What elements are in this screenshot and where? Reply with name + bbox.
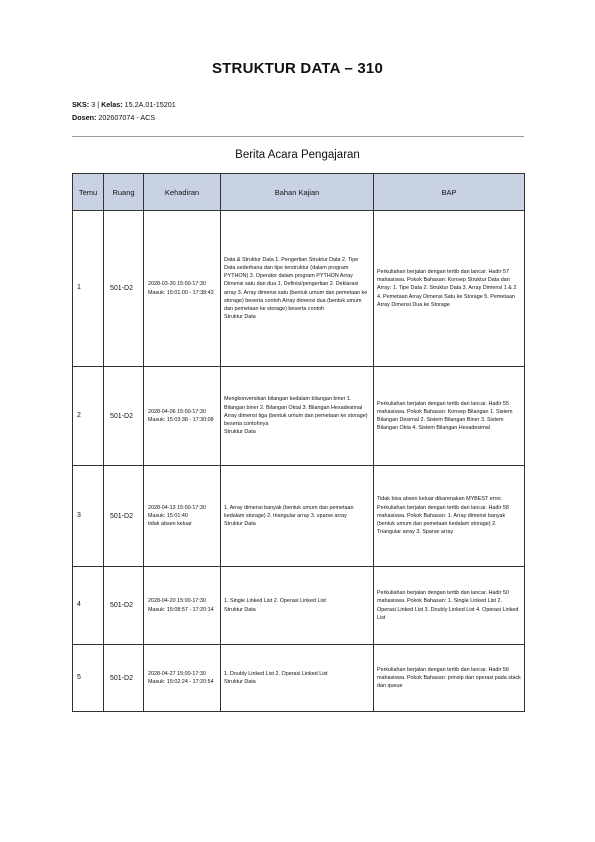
- table-row: [73, 211, 525, 367]
- schedule-text: 2028-04-27 15:00-17:30: [148, 670, 206, 677]
- schedule-text: 2028-04-06 15:00-17:30: [148, 408, 206, 415]
- bahan-kajian-cell: [221, 645, 374, 712]
- temu-cell: 3: [73, 466, 104, 567]
- teaching-record-table: [72, 173, 525, 712]
- table-row: [73, 466, 525, 567]
- ruang-cell: 501-D2: [104, 367, 144, 466]
- attendance-text: Masuk: 15:08:57 - 17:20:14: [148, 606, 214, 613]
- course-name-text: Struktur Data: [224, 429, 256, 436]
- page-title: STRUKTUR DATA – 310: [211, 60, 384, 77]
- topic-text: Mengkonversikan bilangan kedalam bilangan biner 1. Bilangan biner 2. Bilangan Oktal 3. Bilangan Hexadesimal Array dimensi tiga (bentuk umum dan pemetaan ke storage) beserta contohnya: [224, 396, 368, 428]
- bahan-kajian-cell: [221, 567, 374, 645]
- sks-label: SKS:: [72, 100, 90, 109]
- temu-cell: 2: [73, 367, 104, 466]
- attendance-text: Masuk: 15:02:24 - 17:20:54: [148, 679, 214, 685]
- ruang-cell: 501-D2: [104, 567, 144, 645]
- table-row: [73, 367, 525, 466]
- lecturer-meta: [72, 113, 155, 123]
- sks-value: 3: [91, 100, 96, 109]
- dosen-value: 202607074 - ACS: [98, 113, 156, 122]
- kehadiran-cell: [144, 466, 221, 567]
- divider: [72, 136, 524, 137]
- temu-cell: 4: [73, 567, 104, 645]
- kehadiran-cell: [144, 567, 221, 645]
- bap-cell: Tidak bisa absen keluar dikarenakan MYBEST error. Perkuliahan berjalan dengan tertib dan lancar. Hadir 58 mahasiswa. Pokok Bahasan: 1. Array dimensi banyak (bentuk umum dan pemetaan kedalam storage) 2. Triangular array 3. Sparse array: [374, 466, 525, 567]
- ruang-cell: 501-D2: [104, 211, 144, 367]
- table-row: [73, 567, 525, 645]
- schedule-text: 2028-04-13 15:00-17:30: [148, 504, 206, 511]
- topic-text: 1. Array dimensi banyak (bentuk umum dan pemetaan kedalam storage) 2. triangular array 3. sparse array: [224, 504, 354, 519]
- schedule-text: 2028-04-20 15:00-17:30: [148, 598, 206, 605]
- bap-cell: Perkuliahan berjalan dengan tertib dan lancar. Hadir 57 mahasiswa. Pokok Bahasan: Konsep Struktur Data dan Array: 1. Tipe Data 2. Struktur Data 3. Array Dimensi 1 & 2 4. Pemetaan Array Dimensi Satu ke Storage 5. Pemetaan Array Dimensi Dua ke Storage: [374, 211, 525, 367]
- topic-text: 1. Doubly Linked List 2. Operasi Linked List: [224, 670, 328, 677]
- attendance-text: Masuk: 15:01:00 - 17:38:43: [148, 289, 214, 296]
- header-ruang: Ruang: [104, 174, 144, 211]
- header-bap: BAP: [374, 174, 525, 211]
- kelas-value: 15.2A.01-15201: [124, 100, 176, 109]
- header-kehadiran: Kehadiran: [144, 174, 221, 211]
- kehadiran-cell: [144, 645, 221, 712]
- header-temu: Temu: [73, 174, 104, 211]
- temu-cell: 1: [73, 211, 104, 367]
- table-header-row: [73, 174, 525, 211]
- kehadiran-cell: [144, 211, 221, 367]
- dosen-label: Dosen:: [72, 113, 97, 122]
- course-name-text: Struktur Data: [224, 606, 256, 613]
- section-title: Berita Acara Pengajaran: [235, 149, 360, 161]
- kehadiran-cell: [144, 367, 221, 466]
- bahan-kajian-cell: [221, 466, 374, 567]
- temu-cell: 5: [73, 645, 104, 712]
- course-name-text: Struktur Data: [224, 521, 256, 528]
- bahan-kajian-cell: [221, 211, 374, 367]
- ruang-cell: 501-D2: [104, 466, 144, 567]
- bap-cell: Perkuliahan berjalan dengan tertib dan lancar. Hadir 55 mahasiswa. Pokok Bahasan: Konsep Bilangan 1. Sistem Bilangan Desimal 2. Sistem Bilangan Biner 3. Sistem Bilangan Okta 4. Sistem Bilangan Hexadesimal: [374, 367, 525, 466]
- table-row: [73, 645, 525, 712]
- schedule-text: 2028-03-30 15:00-17:30: [148, 281, 206, 288]
- bahan-kajian-cell: [221, 367, 374, 466]
- checkout-note-text: tidak absen keluar: [148, 521, 192, 528]
- course-meta: [72, 100, 176, 110]
- header-bahan-kajian: Bahan Kajian: [221, 174, 374, 211]
- attendance-text: Masuk: 15:01:40: [148, 512, 188, 519]
- ruang-cell: 501-D2: [104, 645, 144, 712]
- bap-cell: Perkuliahan berjalan dengan tertib dan lancar. Hadir 56 mahasiswa. Pokok Bahasan: prinsip dan operasi pada stack dan queue: [374, 645, 525, 712]
- kelas-label: Kelas:: [101, 100, 123, 109]
- meta-separator: |: [97, 100, 100, 109]
- attendance-text: Masuk: 15:03:38 - 17:30:08: [148, 417, 214, 423]
- course-name-text: Struktur Data: [224, 314, 256, 321]
- bap-cell: Perkuliahan berjalan dengan tertib dan lancar. Hadir 50 mahasiswa. Pokok Bahasan: 1. Single Linked List 2. Operasi Linked List 3. Doubly Linked List 4. Operasi Linked List: [374, 567, 525, 645]
- topic-text: Data & Struktur Data 1. Pengertian Struktur Data 2. Tipe Data sederhana dan tipe terstruktur (dalam program PYTHON) 3. Operator dalam program PYTHON Array Dimensi satu dan dua 1. Definisi/pengertian 2. Deklarasi array 3. Array dimensi satu (bentuk umum dan pemetaan ke storage) beserta contoh Array dimensi dua (bentuk umum dan pemetaan ke storage) beserta contoh: [224, 256, 368, 312]
- topic-text: 1. Single Linked List 2. Operasi Linked List: [224, 598, 326, 605]
- course-name-text: Struktur Data: [224, 679, 256, 685]
